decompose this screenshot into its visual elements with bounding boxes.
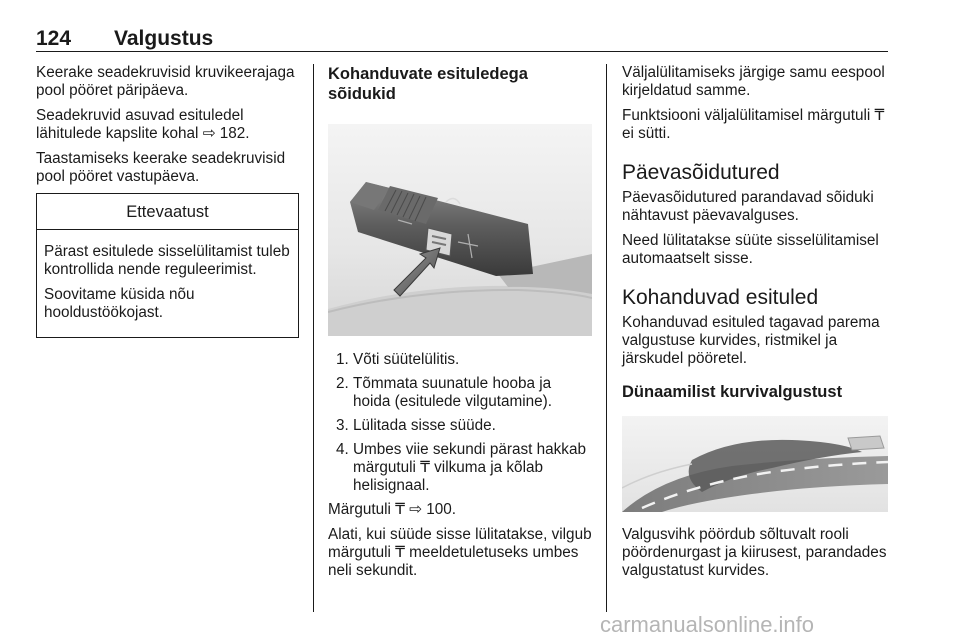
column-3 (622, 64, 888, 587)
list-item (328, 351, 592, 369)
caution-text-1: Pärast esitulede sisselülitamist tuleb kontrollida nende reguleerimist. (44, 243, 290, 278)
paragraph-deactivate: Väljalülitamiseks järgige samu eespool kirjeldatud samme. (622, 64, 885, 99)
paragraph-adaptive: Kohanduvad esituled tagavad parema valgustuse kurvides, ristmikel ja järskudel pööretel. (622, 314, 880, 367)
page-reference[interactable]: 100. (426, 501, 457, 518)
page-header (36, 28, 888, 52)
control-lamp-icon: ₸ (395, 501, 405, 518)
paragraph-adjust: Keerake seadekruvisid kruvikeerajaga pool pööret päripäeva. (36, 64, 295, 99)
deactivate-lamp-text-a: Funktsiooni väljalülitamisel märgutuli (622, 107, 871, 124)
column-divider-2 (606, 64, 607, 612)
step-number: 3. (336, 417, 349, 434)
step-text: Võti süütelülitis. (353, 351, 460, 368)
step-number: 2. (336, 375, 349, 392)
paragraph-dynamic-bending: Valgusvihk pöördub sõltuvalt rooli pöördenurgast ja kiirusest, parandades valgustatust kurvides. (622, 526, 887, 579)
step-text: Tõmmata suunatule hooba ja hoida (esitulede vilgutamine). (353, 375, 552, 410)
column-1 (36, 64, 300, 338)
headlight-stalk-illustration (328, 124, 592, 336)
column-divider-1 (313, 64, 314, 612)
bending-light-figure (622, 416, 888, 512)
control-lamp-icon: ₸ (420, 459, 430, 476)
column-2 (328, 64, 592, 587)
paragraph-screw-location (36, 107, 300, 143)
paragraph-lamp-reference (328, 501, 592, 519)
watermark: carmanualsonline.info (600, 612, 815, 637)
control-lamp-icon: ₸ (395, 544, 405, 561)
screw-location-text: Seadekruvid asuvad esituledel lähitulede kapslite kohal (36, 107, 244, 142)
paragraph-restore: Taastamiseks keerake seadekruvisid pool pööret vastupäeva. (36, 150, 286, 185)
section-heading-adaptive-vehicles: Kohanduvate esituledega sõidukid (328, 65, 528, 103)
paragraph-daytime-2: Need lülitatakse süüte sisselülitamisel automaatselt sisse. (622, 232, 879, 267)
section-heading-daytime-lights: Päevasõidutured (622, 161, 780, 184)
lamp-label: Märgutuli (328, 501, 391, 518)
step-text: Lülitada sisse süüde. (353, 417, 496, 434)
paragraph-deactivate-lamp (622, 107, 888, 143)
page-reference-icon: ⇨ (202, 125, 216, 142)
bending-light-illustration (622, 416, 888, 512)
caution-body (37, 230, 298, 337)
caution-box (36, 193, 299, 338)
control-lamp-icon: ₸ (874, 107, 885, 124)
step-number: 4. (336, 441, 349, 458)
page-reference-icon: ⇨ (409, 501, 422, 518)
list-item (328, 441, 592, 495)
section-heading-adaptive-lights: Kohanduvad esituled (622, 286, 819, 309)
list-item (328, 417, 592, 435)
steps-list (328, 351, 592, 495)
list-item (328, 375, 592, 411)
page-reference[interactable]: 182. (219, 125, 250, 142)
deactivate-lamp-text-b: ei sütti. (622, 125, 671, 142)
caution-title: Ettevaatust (37, 194, 298, 230)
page-number: 124 (36, 27, 72, 50)
paragraph-daytime-1: Päevasõidutured parandavad sõiduki nähtavust päevavalguses. (622, 189, 874, 224)
step-text-a: Umbes viie sekundi pärast hakkab märgutuli (353, 441, 586, 476)
caution-text-2: Soovitame küsida nõu hooldustöökojast. (44, 286, 195, 321)
section-heading-dynamic-bending: Dünaamilist kurvivalgustust (622, 383, 843, 401)
paragraph-reminder (328, 526, 592, 580)
step-number: 1. (336, 351, 349, 368)
step-text-b: vilkuma ja kõlab helisignaal. (353, 459, 543, 494)
reminder-text-b: meeldetuletuseks umbes neli sekundit. (328, 544, 579, 579)
stalk-figure (328, 124, 592, 336)
chapter-title: Valgustus (114, 27, 214, 50)
reminder-text-a: Alati, kui süüde sisse lülitatakse, vilgub märgutuli (328, 526, 592, 561)
